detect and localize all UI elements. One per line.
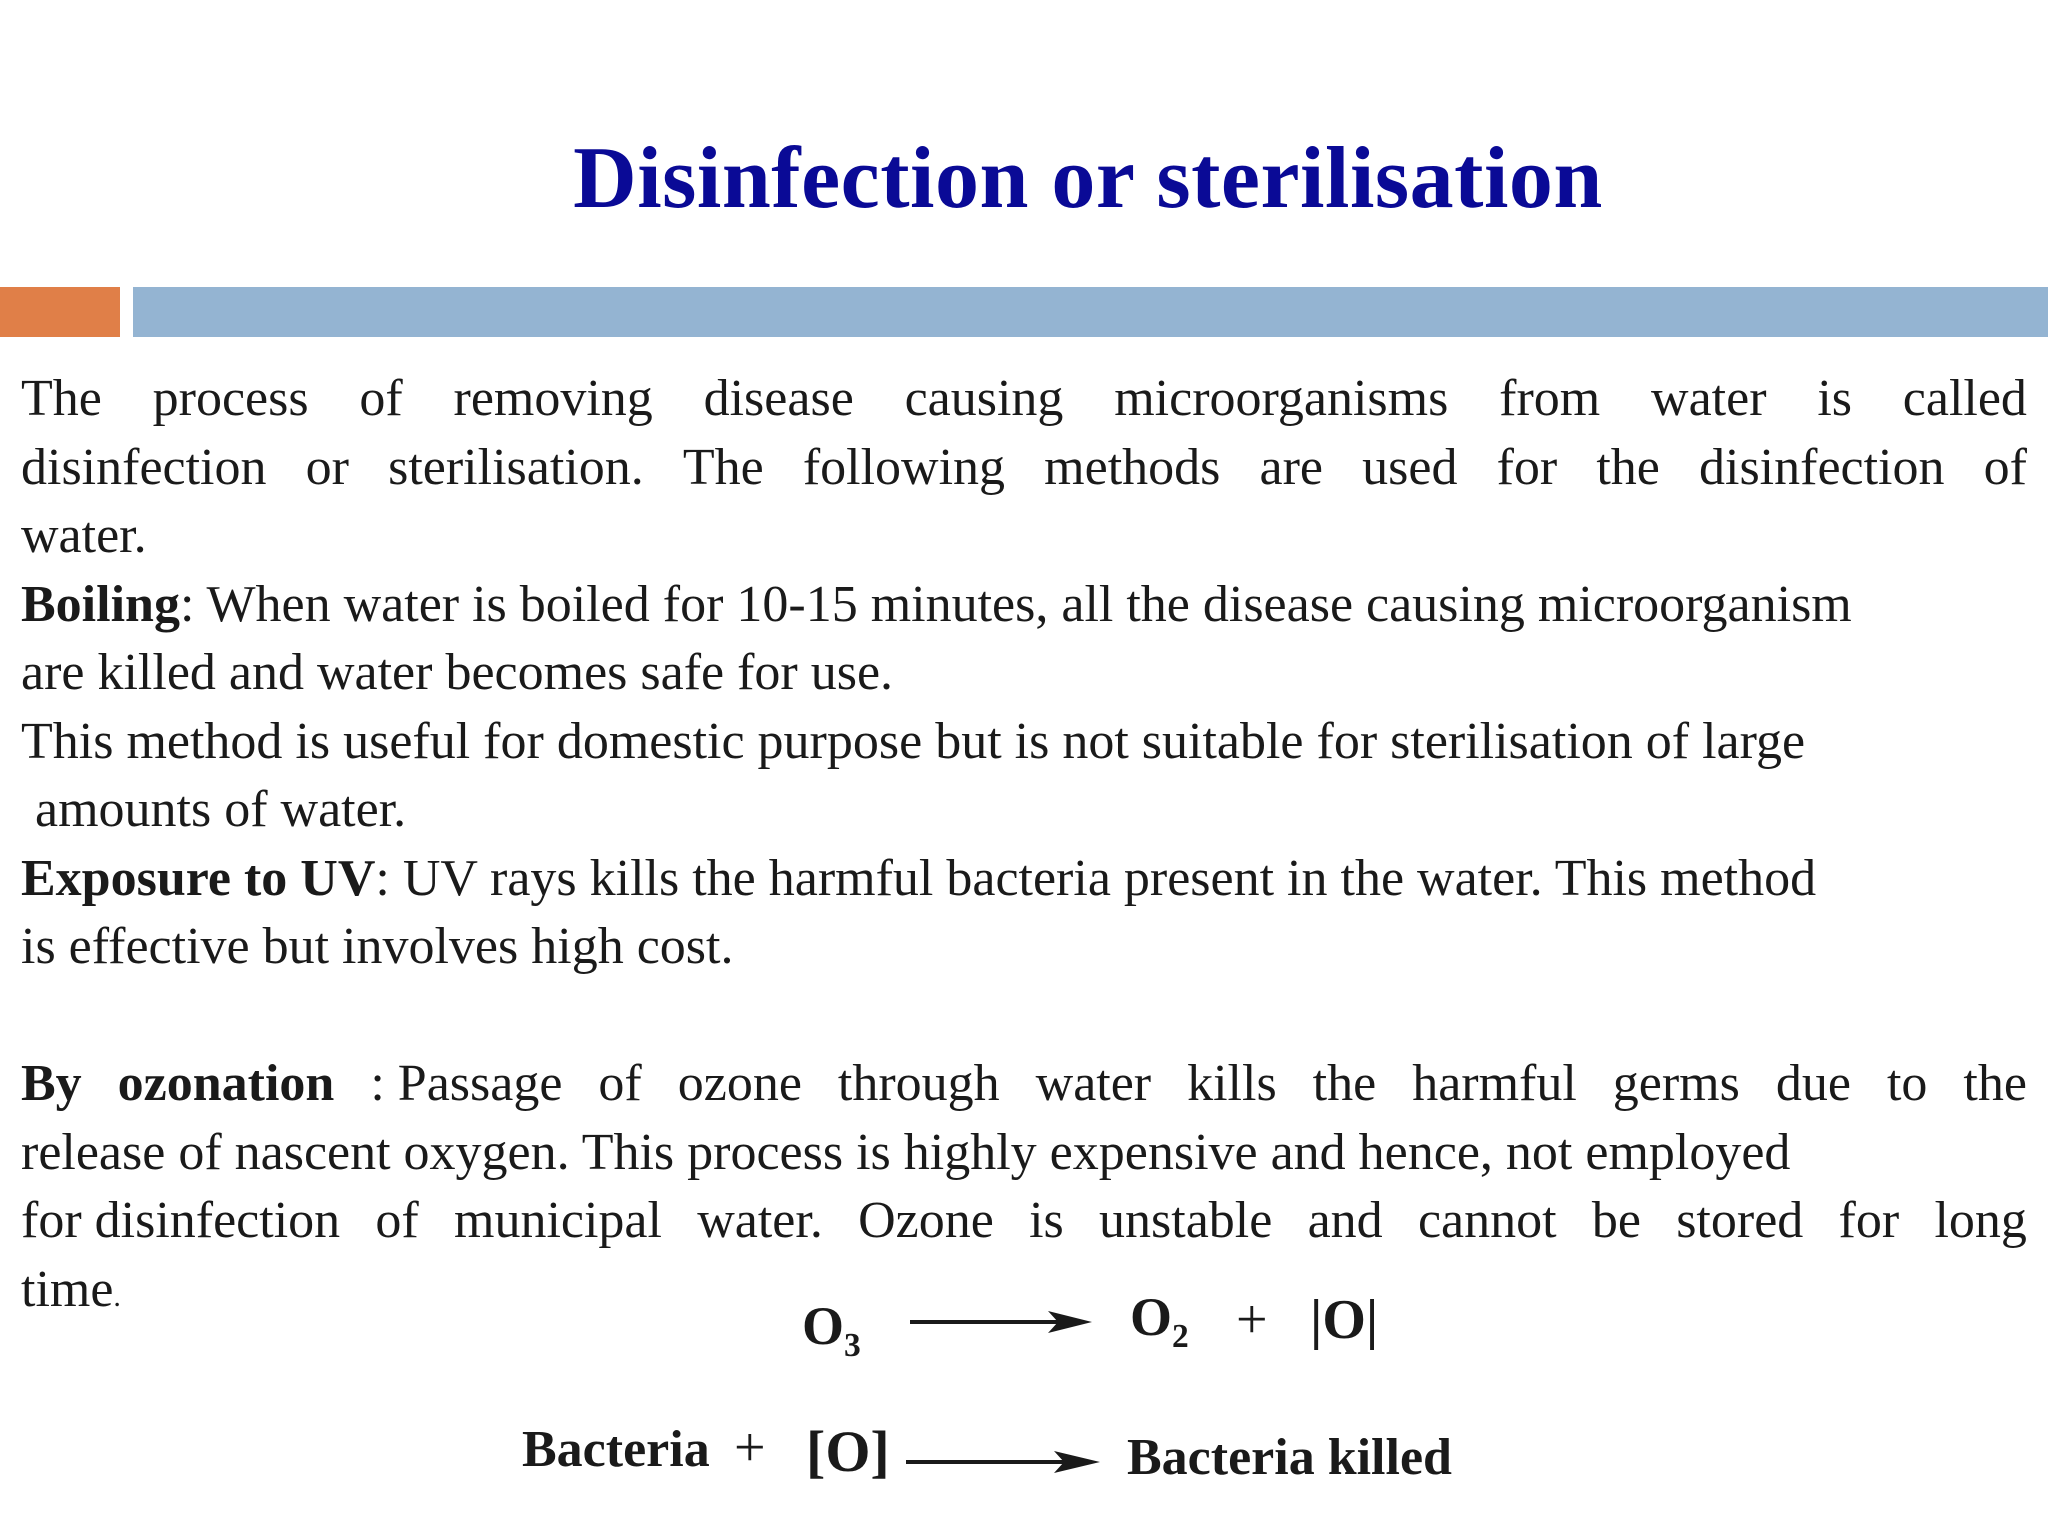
intro-line-3: water.: [21, 507, 147, 564]
ozone-line-1-word: harmful: [1412, 1055, 1577, 1112]
ozone-line-1-word: : Passage: [370, 1055, 563, 1112]
ozone-line-1-word: the: [1312, 1055, 1377, 1112]
boiling-text: : When water is boiled for 10-15 minutes, all the disease causing microorganism: [179, 575, 1852, 633]
ozone-line-1-word: kills: [1187, 1055, 1277, 1112]
ozone-line-1-word: through: [837, 1055, 1000, 1112]
uv-term: Exposure to UV: [21, 849, 376, 907]
ozone-line-2: release of nascent oxygen. This process is highly expensive and hence, not employed: [21, 1123, 1791, 1181]
ozone-line-3-word: is: [1029, 1192, 1064, 1249]
eq1-product1: $O_2$: [1130, 1287, 1189, 1355]
ozone-line-3: [21, 1187, 2027, 1256]
intro-line-2-word: or: [305, 438, 349, 496]
eq2-product: Bacteria killed: [1127, 1429, 1452, 1486]
uv-line-2: is effective but involves high cost.: [21, 918, 734, 975]
intro-line-2-word: the: [1596, 438, 1660, 496]
header-bar: [133, 287, 2048, 337]
ozone-line-1-word: of: [598, 1055, 642, 1112]
ozone-line-3-word: long: [1934, 1192, 2027, 1249]
ozone-line-1: [21, 1050, 2027, 1119]
intro-line-1: [21, 365, 2027, 434]
eq1-reactant: $O_3$: [802, 1296, 861, 1364]
ozone-line-3-word: water.: [697, 1192, 823, 1249]
ozone-line-4-end: .: [113, 1279, 121, 1313]
ozone-line-3-word: for: [1838, 1192, 1900, 1249]
ozone-line-3-word: of: [375, 1192, 419, 1249]
intro-line-1-word: called: [1902, 370, 2027, 427]
boiling-note-line-2: amounts of water.: [35, 781, 407, 838]
ozone-line-3-word: be: [1591, 1192, 1641, 1249]
intro-line-1-word: from: [1499, 370, 1601, 427]
ozone-line-3-word: cannot: [1417, 1192, 1557, 1249]
intro-line-2: [21, 434, 2027, 503]
eq2-reactant2: [O]: [806, 1419, 890, 1484]
ozone-line-1-word: the: [1963, 1055, 2027, 1112]
slide-title: Disinfection or sterilisation: [573, 130, 1603, 227]
intro-line-2-word: used: [1362, 438, 1458, 496]
eq1-product2: |O|: [1310, 1289, 1379, 1351]
intro-line-1-word: disease: [703, 370, 854, 427]
ozone-line-1-term-word: By: [21, 1055, 82, 1112]
intro-line-1-word: The: [21, 370, 102, 427]
accent-bar: [0, 287, 120, 337]
boiling-line-2: are killed and water becomes safe for use.: [21, 644, 894, 701]
eq1-arrow-icon: [910, 1308, 1092, 1336]
intro-line-1-word: of: [359, 370, 403, 427]
intro-line-2-word: following: [802, 438, 1006, 496]
intro-line-1-word: causing: [904, 370, 1064, 427]
ozone-line-1-word: due: [1775, 1055, 1851, 1112]
eq1-plus: +: [1236, 1289, 1268, 1351]
slide-body: [21, 365, 2027, 1324]
uv-line-1: [21, 845, 2027, 914]
intro-line-2-word: for: [1496, 438, 1558, 496]
ozone-line-4-text: time: [21, 1260, 114, 1318]
ozone-line-3-word: and: [1307, 1192, 1383, 1249]
eq2-reactant1: Bacteria: [522, 1421, 710, 1478]
intro-line-2-word: methods: [1044, 438, 1221, 496]
spacer: [21, 982, 2027, 1051]
eq2-plus: +: [734, 1417, 766, 1479]
intro-line-1-word: microorganisms: [1114, 370, 1449, 427]
intro-line-1-word: process: [152, 370, 309, 427]
uv-text: : UV rays kills the harmful bacteria present in the water. This method: [375, 849, 1817, 907]
eq2-arrow-icon: [906, 1448, 1100, 1476]
intro-line-2-word: of: [1983, 438, 2027, 496]
ozone-line-3-word: Ozone: [858, 1192, 994, 1249]
ozone-line-3-word: municipal: [454, 1192, 662, 1249]
intro-line-1-word: removing: [453, 370, 653, 427]
ozone-line-1-word: water: [1035, 1055, 1152, 1112]
ozone-line-3-word: stored: [1676, 1192, 1804, 1249]
intro-line-2-word: The: [682, 438, 764, 496]
intro-line-2-word: sterilisation.: [388, 438, 644, 496]
boiling-line-1: [21, 571, 2027, 640]
boiling-note-line-1: This method is useful for domestic purpose but is not suitable for sterilisation of large: [21, 712, 1806, 770]
ozone-line-1-word: germs: [1612, 1055, 1740, 1112]
ozone-line-1-term-word: ozonation: [117, 1055, 335, 1112]
intro-line-1-word: is: [1817, 370, 1852, 427]
intro-line-2-word: are: [1259, 438, 1323, 496]
boiling-term: Boiling: [21, 575, 180, 633]
ozone-line-3-word: for disinfection: [21, 1192, 341, 1249]
intro-line-2-word: disinfection: [1699, 438, 1945, 496]
ozone-line-1-word: to: [1886, 1055, 1928, 1112]
ozone-line-1-word: ozone: [677, 1055, 802, 1112]
ozone-line-3-word: unstable: [1099, 1192, 1273, 1249]
intro-line-2-word: disinfection: [21, 438, 267, 496]
intro-line-1-word: water: [1651, 370, 1767, 427]
